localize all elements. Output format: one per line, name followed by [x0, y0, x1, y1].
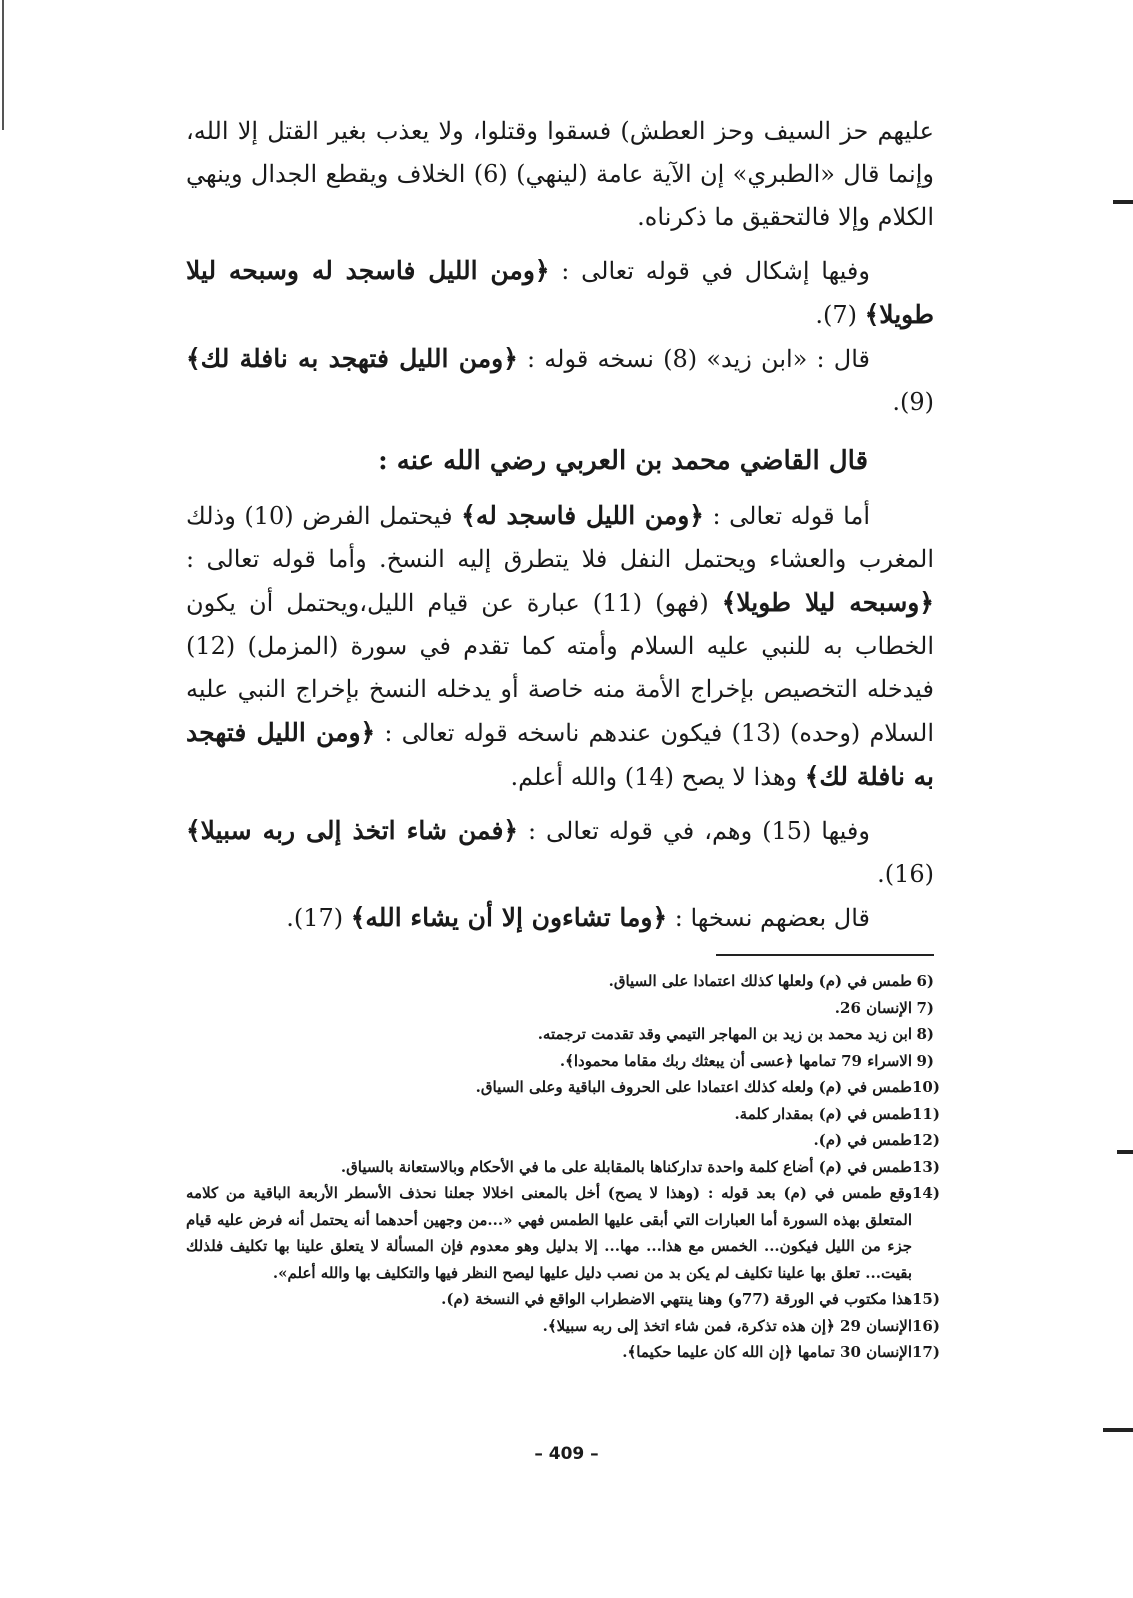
- page-number: – 409 –: [534, 1444, 599, 1464]
- footnote-text: طمس في (م) ولعلها كذلك اعتمادا على السياق.: [608, 972, 912, 990]
- paragraph: [186, 110, 934, 239]
- footnote-number: 14): [912, 1184, 940, 1202]
- footnote-text: ابن زيد محمد بن زيد بن المهاجر التيمي وقد تقدمت ترجمته.: [537, 1025, 912, 1043]
- footnote-text: وقع طمس في (م) بعد قوله : (وهذا لا يصح) أخل بالمعنى اخلالا جعلنا نحذف الأسطر الأربعة الباقية من كلامه المتعلق بهذه السورة أما العبارات التي أبقى عليها الطمس فهي «...من وجهين أحدهما أنه يحتمل أنه فرض عليه قيام جزء من الليل فيكون... الخمس مع هذا... مها... إلا بدليل وهو معدوم فإن المسألة لا يتعلق علينا بها تكليف فلذلك بقيت... تعلق بها علينا تكليف لم يكن بد من نصب دليل عليها ليصح النظر فيها والتكليف بها والله أعلم».: [186, 1184, 912, 1282]
- footnote-number: 17): [912, 1343, 940, 1361]
- footnote: [186, 1286, 940, 1313]
- paragraph: [186, 809, 934, 896]
- footnote: [186, 995, 934, 1022]
- quran-verse: ﴿ومن الليل فاسجد له﴾: [461, 501, 704, 530]
- footnote-text: الإنسان 30 تمامها ﴿إن الله كان عليما حكيما﴾.: [622, 1343, 912, 1361]
- paragraph: [186, 249, 934, 337]
- footnote: [186, 1154, 940, 1181]
- paragraph-text: عليهم حز السيف وحز العطش) فسقوا وقتلوا، ولا يعذب بغير القتل إلا الله، وإنما قال «الطبري» إن الآية عامة (لينهي) (6) الخلاف ويقطع الجدال وينهي الكلام وإلا فالتحقيق ما ذكرناه.: [186, 117, 934, 231]
- page-body: [186, 110, 940, 1366]
- footnote-number: 12): [912, 1131, 940, 1149]
- footnote-number: 7): [916, 998, 934, 1017]
- footnote: [186, 1021, 934, 1048]
- footnote-number: 9): [916, 1051, 934, 1070]
- footnote-text: هذا مكتوب في الورقة (77و) وهنا ينتهي الاضطراب الواقع في النسخة (م).: [441, 1290, 912, 1308]
- footnote-number: 8): [916, 1025, 934, 1043]
- footnote: [186, 1074, 940, 1101]
- footnote-text: طمس في (م) ولعله كذلك اعتمادا على الحروف الباقية وعلى السياق.: [475, 1078, 912, 1096]
- quran-verse: ﴿ومن الليل فتهجد به نافلة لك﴾: [186, 718, 934, 791]
- paragraph: [186, 896, 934, 940]
- scan-edge-mark: [1117, 1150, 1133, 1154]
- paragraph-text: وهذا لا يصح (14) والله أعلم.: [510, 763, 805, 791]
- quran-verse: ﴿ومن الليل فاسجد له وسبحه ليلا طويلا﴾: [186, 256, 934, 329]
- paragraph-text: (9).: [892, 388, 934, 416]
- footnote-text: الاسراء 79 تمامها ﴿عسى أن يبعثك ربك مقاما محمودا﴾.: [559, 1051, 912, 1070]
- footnote-number: 6): [916, 972, 934, 990]
- footnotes: [186, 968, 940, 1366]
- footnote-text: الإنسان 29 ﴿إن هذه تذكرة، فمن شاء اتخذ إلى ربه سبيلا﴾.: [542, 1316, 912, 1335]
- footnote: [186, 1180, 940, 1286]
- footnote-text: الإنسان 26.: [834, 998, 912, 1017]
- quran-verse: ﴿وسبحه ليلا طويلا﴾: [721, 588, 935, 617]
- quran-verse: ﴿فمن شاء اتخذ إلى ربه سبيلا﴾: [186, 816, 519, 845]
- footnote-text: طمس في (م) أضاع كلمة واحدة تداركناها بالمقابلة على ما في الأحكام وبالاستعانة بالسياق.: [340, 1157, 912, 1176]
- scan-edge-mark: [1113, 200, 1133, 204]
- quran-verse: ﴿وما تشاءون إلا أن يشاء الله﴾: [350, 903, 668, 932]
- footnote-number: 16): [912, 1316, 940, 1335]
- quran-verse: ﴿ومن الليل فتهجد به نافلة لك﴾: [186, 344, 518, 373]
- paragraph-text: قال : «ابن زيد» (8) نسخه قوله :: [517, 345, 870, 373]
- footnote-number: 11): [912, 1104, 940, 1123]
- paragraph-text: وفيها (15) وهم، في قوله تعالى :: [518, 817, 870, 845]
- paragraph-text: (17).: [286, 904, 351, 932]
- footnote: [186, 1313, 940, 1340]
- paragraph-text: فيحتمل الفرض (10) وذلك المغرب والعشاء ويحتمل النفل فلا يتطرق إليه النسخ. وأما قوله تعالى :: [186, 502, 934, 573]
- main-text: [186, 110, 934, 940]
- paragraph-text: وفيها إشكال في قوله تعالى :: [549, 257, 870, 285]
- paragraph: [186, 337, 934, 424]
- paragraph-text: (16).: [877, 860, 934, 888]
- scan-edge-mark: [1103, 1428, 1133, 1432]
- footnote: [186, 968, 934, 995]
- paragraph-text: قال بعضهم نسخها :: [667, 904, 870, 932]
- paragraph-text: (7).: [815, 301, 865, 329]
- footnote: [186, 1101, 940, 1128]
- section-heading: قال القاضي محمد بن العربي رضي الله عنه :: [378, 446, 868, 476]
- footnote: [186, 1048, 934, 1075]
- footnote-number: 15): [912, 1290, 940, 1308]
- footnote: [186, 1339, 940, 1366]
- paragraph: [186, 494, 934, 799]
- scan-edge-line: [2, 0, 4, 130]
- footnote: [186, 1127, 940, 1154]
- footnote-text: طمس في (م).: [813, 1131, 912, 1149]
- footnote-text: طمس في (م) بمقدار كلمة.: [734, 1104, 912, 1123]
- footnote-number: 13): [912, 1157, 940, 1176]
- paragraph-text: (فهو) (11) عبارة عن قيام الليل،ويحتمل أن يكون الخطاب به للنبي عليه السلام وأمته كما تقدم في سورة (المزمل) (12) فيدخله التخصيص بإخراج الأمة منه خاصة أو يدخله النسخ بإخراج النبي عليه السلام (وحده) (13) فيكون عندهم ناسخه قوله تعالى :: [186, 589, 935, 747]
- footnote-separator: [716, 954, 934, 956]
- paragraph-text: أما قوله تعالى :: [703, 502, 871, 530]
- footnote-number: 10): [912, 1078, 940, 1096]
